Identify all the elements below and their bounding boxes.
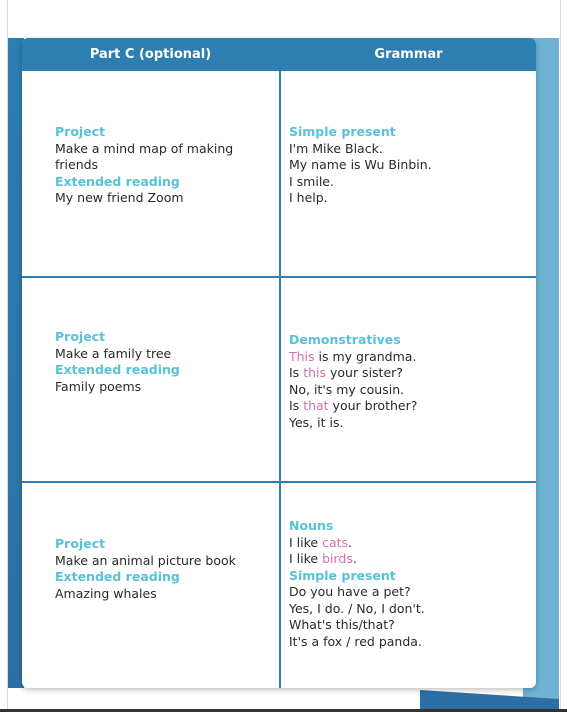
grammar-line xyxy=(289,398,529,415)
row1-grammar-cell xyxy=(289,124,529,207)
syllabus-table xyxy=(22,38,536,688)
project-text: Make a family tree xyxy=(55,345,172,361)
line-text: Is xyxy=(289,365,304,380)
extended-reading-label: Extended reading xyxy=(55,569,180,584)
grammar-heading: Nouns xyxy=(289,518,334,533)
line-text: I like xyxy=(289,534,323,550)
grammar-line: No, it's my cousin. xyxy=(289,381,405,397)
column-divider xyxy=(279,38,281,688)
row3-grammar-cell xyxy=(289,518,529,650)
project-text: Make an animal picture book xyxy=(55,552,236,568)
project-label: Project xyxy=(55,536,106,551)
grammar-line: Do you have a pet? xyxy=(289,584,411,599)
row2-part-c-cell xyxy=(55,329,270,395)
grammar-heading: Simple present xyxy=(289,567,396,583)
line-text: your brother? xyxy=(328,398,418,413)
header-part-c: Part C (optional) xyxy=(89,47,212,62)
grammar-line xyxy=(289,551,529,568)
grammar-line: What's this/that? xyxy=(289,617,395,632)
grammar-line: Yes, I do. / No, I don't. xyxy=(289,600,425,616)
row-divider xyxy=(22,276,536,278)
extended-reading-text: Amazing whales xyxy=(55,585,157,601)
demonstrative-word: This xyxy=(289,348,315,364)
row3-part-c-cell xyxy=(55,536,270,602)
grammar-heading: Demonstratives xyxy=(289,332,401,347)
row-divider xyxy=(22,481,536,483)
line-text: . xyxy=(352,551,357,566)
noun-word: cats xyxy=(322,534,349,550)
extended-reading-label: Extended reading xyxy=(55,362,180,377)
extended-reading-label: Extended reading xyxy=(55,173,180,189)
grammar-line xyxy=(289,349,529,366)
extended-reading-text: Family poems xyxy=(55,378,142,394)
grammar-line: I help. xyxy=(289,190,328,205)
grammar-line: I'm Mike Black. xyxy=(289,140,383,156)
grammar-line xyxy=(289,535,529,552)
grammar-line: I smile. xyxy=(289,173,334,189)
grammar-line: My name is Wu Binbin. xyxy=(289,157,432,172)
row1-part-c-cell xyxy=(55,124,270,207)
row2-grammar-cell xyxy=(289,332,529,431)
line-text: is my grandma. xyxy=(314,348,417,364)
line-text: Is xyxy=(289,398,304,413)
grammar-line: It's a fox / red panda. xyxy=(289,633,422,649)
grammar-heading: Simple present xyxy=(289,124,396,139)
line-text: your sister? xyxy=(326,365,403,380)
line-text: . xyxy=(348,534,353,550)
top-band xyxy=(8,0,559,34)
project-label: Project xyxy=(55,124,106,139)
project-text: Make a mind map of making friends xyxy=(55,140,234,172)
demonstrative-word: this xyxy=(303,365,326,380)
header-grammar: Grammar xyxy=(374,47,443,62)
noun-word: birds xyxy=(322,551,353,566)
project-label: Project xyxy=(55,329,106,344)
grammar-line xyxy=(289,365,529,382)
line-text: I like xyxy=(289,551,323,566)
demonstrative-word: that xyxy=(303,398,329,413)
extended-reading-text: My new friend Zoom xyxy=(55,190,184,205)
grammar-line: Yes, it is. xyxy=(289,414,344,430)
